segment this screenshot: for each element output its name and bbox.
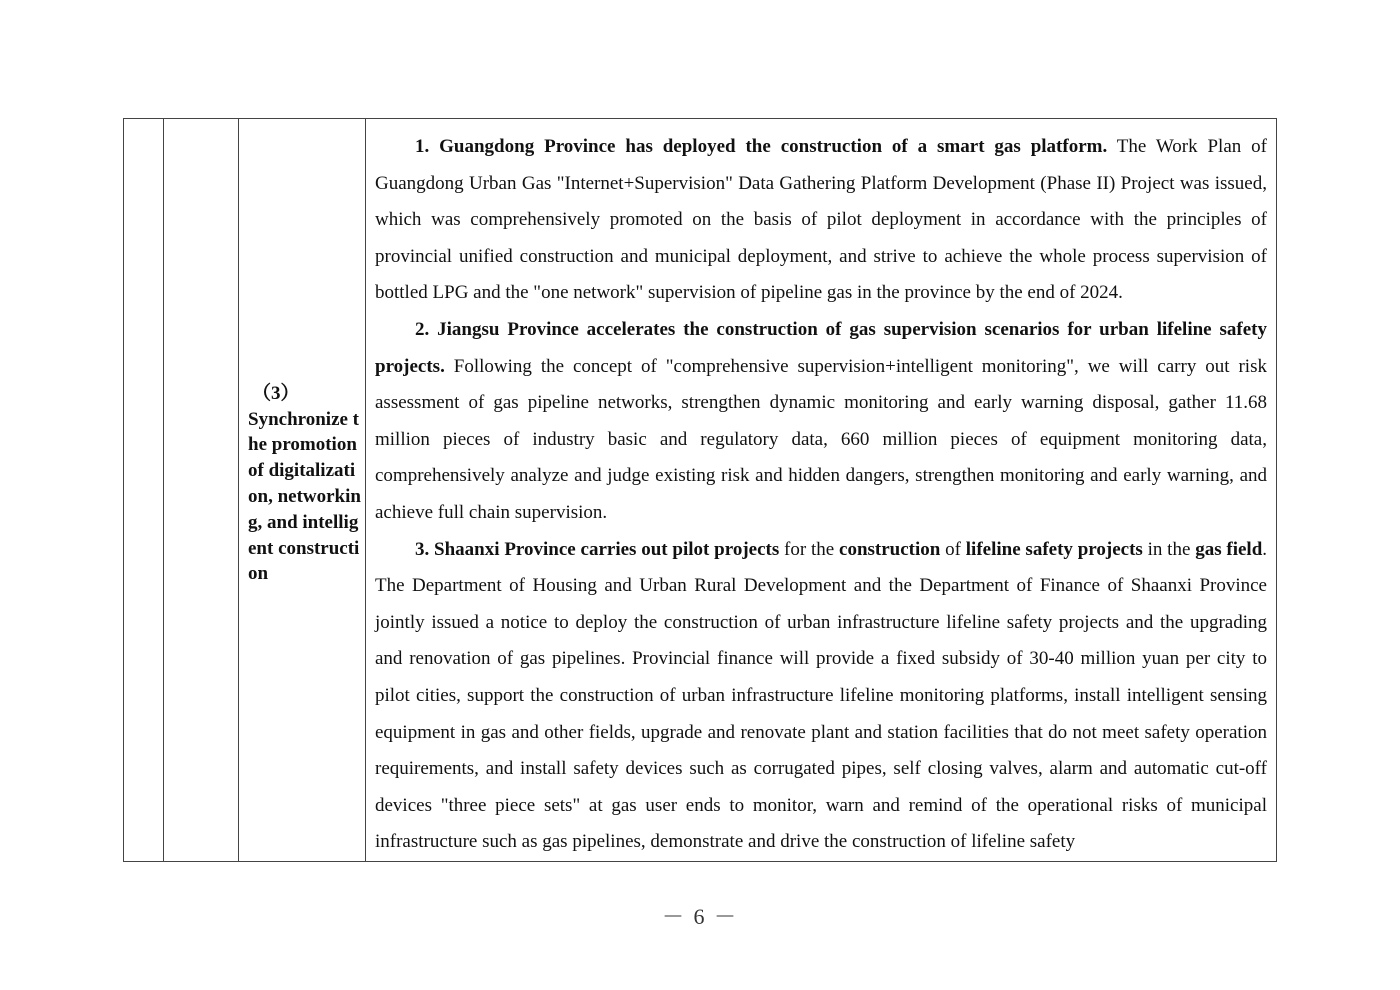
page-number: － 6 － xyxy=(661,904,738,929)
paragraph-bold-term: gas field xyxy=(1195,538,1263,560)
paragraph-body: The Work Plan of Guangdong Urban Gas "Internet+Supervision" Data Gathering Platform Development (Phase II) Project was issued, which was comprehensively promoted on the basis of pilot deployment in accordance with the principles of provincial unified construction and municipal deployment, and strive to achieve the whole process supervision of bottled LPG and the "one network" supervision of pipeline gas in the province by the end of 2024. xyxy=(375,136,1267,304)
paragraph-text: in the xyxy=(1142,538,1196,560)
paragraph-bold-term: construction xyxy=(839,538,941,560)
paragraph-body: . The Department of Housing and Urban Rural Development and the Department of Finance of Shaanxi Province jointly issued a notice to deploy the construction of urban infrastructure lifeline safety projects and the upgrading and renovation of gas pipelines. Provincial finance will provide a fixed subsidy of 30-40 million yuan per city to pilot cities, support the construction of urban infrastructure lifeline monitoring platforms, install intelligent sensing equipment in gas and other fields, upgrade and renovate plant and station facilities that do not meet safety operation requirements, and install safety devices such as corrugated pipes, self closing valves, alarm and automatic cut-off devices "three piece sets" at gas user ends to monitor, warn and remind of the operational risks of municipal infrastructure such as gas pipelines, demonstrate and drive the construction of lifeline safety xyxy=(375,538,1268,853)
section-label-cell xyxy=(239,119,366,862)
table-row xyxy=(124,119,1277,862)
paragraph-lead: 1. Guangdong Province has deployed the construction of a smart gas platform. xyxy=(415,136,1108,157)
section-label xyxy=(239,381,365,587)
paragraph-guangdong xyxy=(375,129,1267,312)
empty-category-cell xyxy=(164,119,239,862)
paragraph-shaanxi xyxy=(375,532,1267,861)
paragraph-lead: 2. Jiangsu Province accelerates the construction of gas supervision scenarios for urban lifeline safety projects. xyxy=(375,318,1267,377)
paragraph-text: for the xyxy=(779,538,840,560)
content-cell xyxy=(366,119,1277,862)
empty-index-cell xyxy=(124,119,164,862)
section-title: Synchronize the promotion of digitalization, networking, and intelligent construction xyxy=(248,408,361,585)
section-number: （3） xyxy=(252,382,300,404)
paragraph-text: of xyxy=(940,538,966,560)
paragraph-jiangsu xyxy=(375,312,1267,532)
paragraph-body: Following the concept of "comprehensive supervision+intelligent monitoring", we will carry out risk assessment of gas pipeline networks, strengthen dynamic monitoring and early warning disposal, gather 11.68 million pieces of industry basic and regulatory data, 660 million pieces of equipment monitoring data, comprehensively analyze and judge existing risk and hidden dangers, strengthen monitoring and early warning, and achieve full chain supervision. xyxy=(375,355,1267,523)
paragraph-lead: 3. Shaanxi Province carries out pilot projects xyxy=(415,538,780,560)
policy-table xyxy=(123,118,1277,862)
paragraph-bold-term: lifeline safety projects xyxy=(965,538,1143,560)
